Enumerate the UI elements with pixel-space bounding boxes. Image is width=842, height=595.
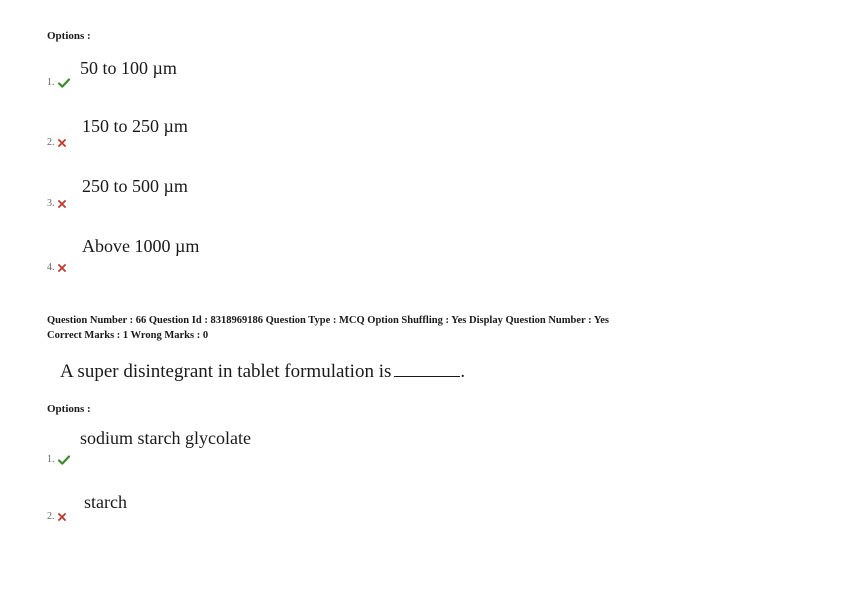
checkmark-icon bbox=[58, 455, 70, 465]
question-meta: Question Number : 66 Question Id : 8318969186 Question Type : MCQ Option Shuffling : Yes Display Question Number : Yes bbox=[47, 315, 610, 326]
question-text bbox=[60, 361, 465, 383]
option-number-label: 4. bbox=[47, 262, 55, 273]
question-stem: A super disintegrant in tablet formulation is bbox=[60, 361, 392, 382]
option-text: starch bbox=[84, 492, 127, 512]
option-number bbox=[47, 454, 70, 465]
option-text: sodium starch glycolate bbox=[80, 428, 251, 448]
question-suffix: . bbox=[460, 361, 466, 382]
option-number-label: 3. bbox=[47, 198, 55, 209]
cross-icon bbox=[58, 513, 66, 521]
option-number bbox=[47, 198, 66, 209]
option-number-label: 1. bbox=[47, 77, 55, 88]
cross-icon bbox=[58, 200, 66, 208]
option-number bbox=[47, 137, 66, 148]
option-number bbox=[47, 511, 66, 522]
cross-icon bbox=[58, 139, 66, 147]
marks-meta: Correct Marks : 1 Wrong Marks : 0 bbox=[47, 330, 209, 341]
option-text: 50 to 100 µm bbox=[80, 58, 177, 78]
checkmark-icon bbox=[58, 78, 70, 88]
cross-icon bbox=[58, 264, 66, 272]
option-number-label: 2. bbox=[47, 511, 55, 522]
option-number bbox=[47, 262, 66, 273]
option-text: 150 to 250 µm bbox=[82, 116, 188, 136]
options-label: Options : bbox=[47, 30, 91, 42]
answer-blank bbox=[394, 362, 460, 377]
option-number bbox=[47, 77, 70, 88]
option-number-label: 2. bbox=[47, 137, 55, 148]
options-label: Options : bbox=[47, 403, 91, 415]
option-text: 250 to 500 µm bbox=[82, 176, 188, 196]
option-number-label: 1. bbox=[47, 454, 55, 465]
option-text: Above 1000 µm bbox=[82, 236, 200, 256]
